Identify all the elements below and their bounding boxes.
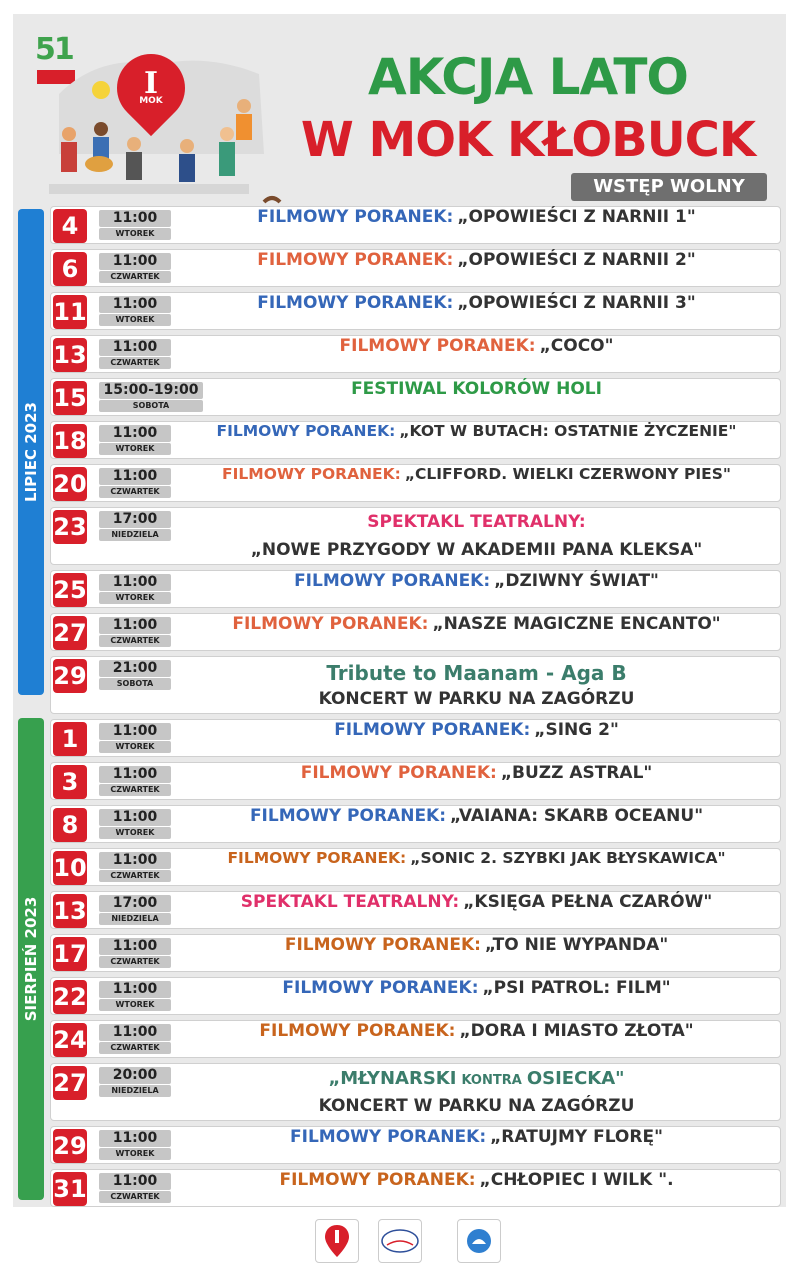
event-row	[50, 335, 781, 373]
event-day: 3	[53, 765, 87, 799]
event-description	[173, 1127, 780, 1165]
event-row	[50, 570, 781, 608]
event-label: FILMOWY PORANEK:	[249, 806, 447, 826]
event-label-line	[173, 1068, 780, 1089]
event-title: FESTIWAL KOLORÓW HOLI	[351, 379, 602, 399]
event-title: „KOT W BUTACH: OSTATNIE ŻYCZENIE"	[399, 422, 737, 440]
poster	[13, 14, 786, 1207]
event-label: FILMOWY PORANEK:	[300, 763, 497, 783]
event-label-line	[173, 661, 780, 685]
event-day: 27	[53, 616, 87, 650]
event-day: 18	[53, 424, 87, 458]
event-weekday: CZWARTEK	[99, 1191, 171, 1203]
month-label: SIERPIEŃ 2023	[22, 896, 40, 1022]
event-description	[173, 571, 780, 609]
event-description	[173, 849, 780, 887]
event-title: „KSIĘGA PEŁNA CZARÓW"	[463, 892, 713, 912]
title-line-2: W MOK KŁOBUCK	[300, 112, 756, 168]
event-weekday: CZWARTEK	[99, 870, 171, 882]
event-label-line	[173, 512, 780, 532]
event-row	[50, 848, 781, 886]
event-weekday: WTOREK	[99, 314, 171, 326]
event-day: 20	[53, 467, 87, 501]
event-time: 11:00	[99, 1173, 171, 1190]
event-time: 11:00	[99, 617, 171, 634]
event-row	[50, 464, 781, 502]
event-title: „OPOWIEŚCI Z NARNII 3"	[457, 293, 696, 313]
partner-logo-icon	[378, 1219, 422, 1263]
mok-pin-label: MOK	[139, 96, 163, 106]
event-weekday: CZWARTEK	[99, 271, 171, 283]
event-day: 29	[53, 659, 87, 693]
event-label: FILMOWY PORANEK:	[222, 465, 401, 483]
event-description	[173, 892, 780, 930]
event-row	[50, 206, 781, 244]
event-day: 10	[53, 851, 87, 885]
event-description	[173, 465, 780, 503]
title-line-1: AKCJA LATO	[368, 48, 688, 106]
event-label-end: OSIECKA"	[526, 1068, 625, 1089]
event-day: 25	[53, 573, 87, 607]
event-label: SPEKTAKL TEATRALNY:	[240, 892, 460, 912]
event-label: FILMOWY PORANEK:	[284, 935, 481, 955]
event-label: FILMOWY PORANEK:	[294, 571, 491, 591]
event-label: FILMOWY PORANEK:	[257, 293, 454, 313]
event-day: 24	[53, 1023, 87, 1057]
event-row	[50, 656, 781, 714]
event-time: 11:00	[99, 1130, 171, 1147]
event-day: 1	[53, 722, 87, 756]
event-weekday: NIEDZIELA	[99, 1085, 171, 1097]
event-description	[173, 1021, 780, 1059]
event-title: „DORA I MIASTO ZŁOTA"	[459, 1021, 694, 1041]
event-time: 11:00	[99, 809, 171, 826]
event-weekday: WTOREK	[99, 999, 171, 1011]
event-description	[173, 1170, 780, 1208]
event-row	[50, 421, 781, 459]
event-title: „SING 2"	[534, 720, 619, 740]
event-weekday: CZWARTEK	[99, 1042, 171, 1054]
event-title: KONCERT W PARKU NA ZAGÓRZU	[318, 1096, 635, 1116]
event-title: „CLIFFORD. WIELKI CZERWONY PIES"	[404, 465, 731, 483]
event-label: „MŁYNARSKI	[328, 1068, 457, 1089]
event-row	[50, 1020, 781, 1058]
event-label: FILMOWY PORANEK:	[257, 250, 454, 270]
event-title: „NOWE PRZYGODY W AKADEMII PANA KLEKSA"	[250, 540, 703, 560]
event-weekday: WTOREK	[99, 443, 171, 455]
event-day: 6	[53, 252, 87, 286]
event-day: 31	[53, 1172, 87, 1206]
event-time: 11:00	[99, 852, 171, 869]
event-row	[50, 249, 781, 287]
event-day: 13	[53, 894, 87, 928]
event-time: 11:00	[99, 296, 171, 313]
event-time: 11:00	[99, 574, 171, 591]
event-day: 13	[53, 338, 87, 372]
event-time: 11:00	[99, 210, 171, 227]
event-description	[173, 422, 780, 460]
event-time: 21:00	[99, 660, 171, 677]
event-description	[173, 720, 780, 758]
town-logo-icon	[457, 1219, 501, 1263]
event-weekday: NIEDZIELA	[99, 529, 171, 541]
event-time: 17:00	[99, 895, 171, 912]
event-row	[50, 977, 781, 1015]
event-title: „COCO"	[539, 336, 614, 356]
event-day: 4	[53, 209, 87, 243]
event-weekday: SOBOTA	[99, 400, 203, 412]
event-time: 11:00	[99, 253, 171, 270]
mok-logo-icon	[315, 1219, 359, 1263]
event-weekday: WTOREK	[99, 228, 171, 240]
event-title: „OPOWIEŚCI Z NARNII 2"	[457, 250, 696, 270]
event-description	[173, 207, 780, 245]
event-label-small: KONTRA	[461, 1073, 522, 1088]
event-title: „BUZZ ASTRAL"	[500, 763, 653, 783]
event-label: FILMOWY PORANEK:	[290, 1127, 487, 1147]
event-row	[50, 805, 781, 843]
event-weekday: CZWARTEK	[99, 486, 171, 498]
event-label: FILMOWY PORANEK:	[232, 614, 429, 634]
mok-pin-icon: I	[143, 66, 159, 101]
event-weekday: NIEDZIELA	[99, 913, 171, 925]
event-title: „TO NIE WYPANDA"	[484, 935, 669, 955]
event-description	[173, 763, 780, 801]
event-label: FILMOWY PORANEK:	[339, 336, 536, 356]
event-title: „CHŁOPIEC I WILK ".	[479, 1170, 674, 1190]
event-day: 17	[53, 937, 87, 971]
event-weekday: CZWARTEK	[99, 956, 171, 968]
event-weekday: WTOREK	[99, 592, 171, 604]
event-time: 11:00	[99, 468, 171, 485]
event-weekday: WTOREK	[99, 827, 171, 839]
event-time: 11:00	[99, 938, 171, 955]
event-description	[173, 293, 780, 331]
event-description	[173, 336, 780, 374]
event-label: FILMOWY PORANEK:	[334, 720, 531, 740]
event-time: 11:00	[99, 766, 171, 783]
event-title: „PSI PATROL: FILM"	[482, 978, 671, 998]
event-time: 15:00-19:00	[99, 382, 203, 399]
event-row	[50, 762, 781, 800]
event-weekday: WTOREK	[99, 741, 171, 753]
event-label: FILMOWY PORANEK:	[216, 422, 396, 440]
event-time: 11:00	[99, 1024, 171, 1041]
event-description	[173, 978, 780, 1016]
event-day: 29	[53, 1129, 87, 1163]
event-row	[50, 1126, 781, 1164]
event-label: FILMOWY PORANEK:	[259, 1021, 456, 1041]
event-label: FILMOWY PORANEK:	[227, 849, 407, 867]
event-day: 8	[53, 808, 87, 842]
event-title: „OPOWIEŚCI Z NARNII 1"	[457, 207, 696, 227]
event-day: 22	[53, 980, 87, 1014]
event-day: 23	[53, 510, 87, 544]
event-time: 11:00	[99, 425, 171, 442]
event-weekday: CZWARTEK	[99, 635, 171, 647]
event-label: FILMOWY PORANEK:	[279, 1170, 476, 1190]
event-row	[50, 292, 781, 330]
event-row	[50, 1063, 781, 1121]
event-description	[173, 614, 780, 652]
event-row	[50, 613, 781, 651]
event-description	[173, 806, 780, 844]
event-day: 15	[53, 381, 87, 415]
event-time: 11:00	[99, 723, 171, 740]
month-tab-july	[18, 209, 44, 695]
header	[13, 14, 786, 204]
free-entry-badge: WSTĘP WOLNY	[571, 173, 767, 201]
event-time: 20:00	[99, 1067, 171, 1084]
event-row	[50, 507, 781, 565]
event-weekday: WTOREK	[99, 1148, 171, 1160]
event-label: SPEKTAKL TEATRALNY:	[367, 512, 586, 532]
event-row	[50, 934, 781, 972]
event-label: FILMOWY PORANEK:	[257, 207, 454, 227]
event-title: KONCERT W PARKU NA ZAGÓRZU	[318, 689, 635, 709]
event-time: 11:00	[99, 981, 171, 998]
event-row	[50, 378, 781, 416]
event-time: 11:00	[99, 339, 171, 356]
event-label: FILMOWY PORANEK:	[282, 978, 479, 998]
month-label: LIPIEC 2023	[22, 402, 40, 502]
event-time: 17:00	[99, 511, 171, 528]
event-day: 27	[53, 1066, 87, 1100]
event-title: „VAIANA: SKARB OCEANU"	[450, 806, 704, 826]
event-row	[50, 891, 781, 929]
event-title: „DZIWNY ŚWIAT"	[494, 571, 659, 591]
event-weekday: SOBOTA	[99, 678, 171, 690]
event-description	[173, 935, 780, 973]
event-label: Tribute to Maanam - Aga B	[326, 661, 627, 685]
event-day: 11	[53, 295, 87, 329]
event-title: „NASZE MAGICZNE ENCANTO"	[432, 614, 721, 634]
event-description	[173, 379, 780, 417]
event-title: „RATUJMY FLORĘ"	[490, 1127, 663, 1147]
month-tab-august	[18, 718, 44, 1200]
event-title: „SONIC 2. SZYBKI JAK BŁYSKAWICA"	[410, 849, 726, 867]
event-weekday: CZWARTEK	[99, 357, 171, 369]
event-description	[173, 250, 780, 288]
event-weekday: CZWARTEK	[99, 784, 171, 796]
anniversary-number: 51	[35, 32, 73, 67]
event-row	[50, 1169, 781, 1207]
event-row	[50, 719, 781, 757]
